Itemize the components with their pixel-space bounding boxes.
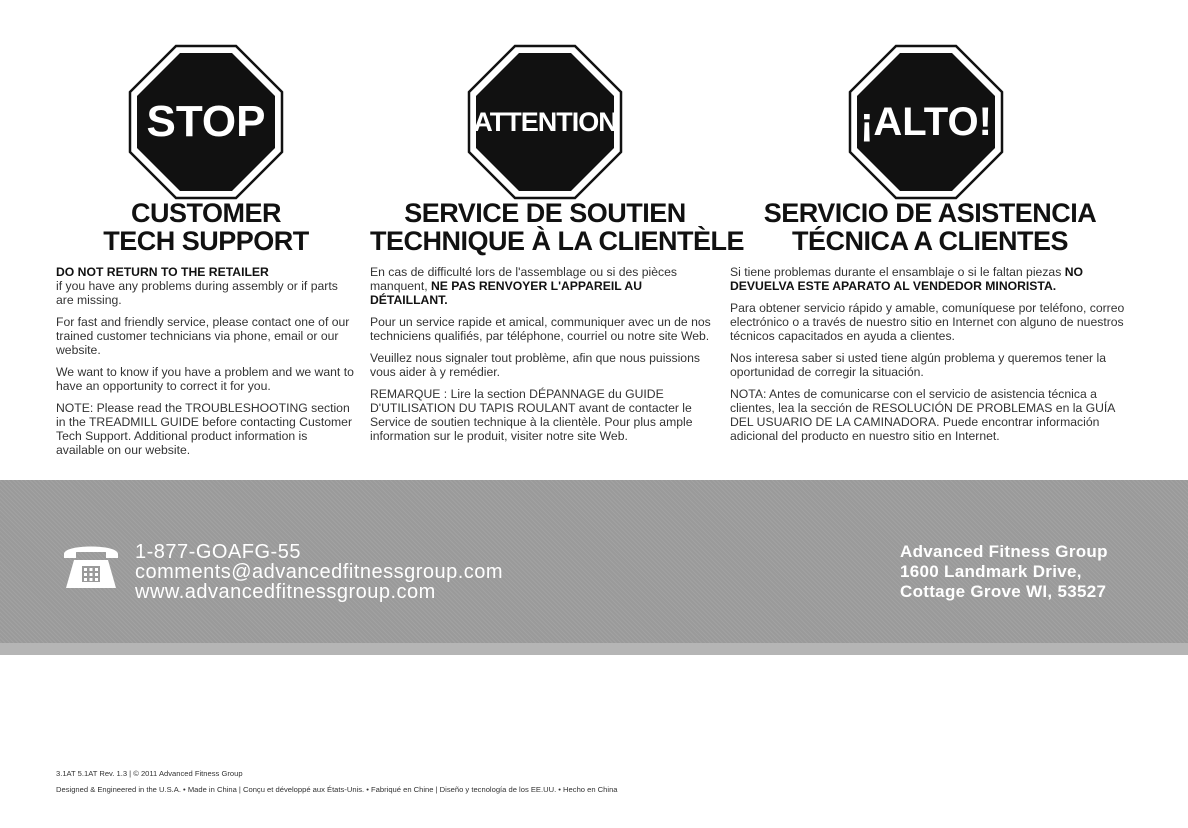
email-link[interactable]: comments@advancedfitnessgroup.com — [135, 561, 504, 583]
heading-line-2: TECH SUPPORT — [103, 226, 309, 256]
lead-paragraph — [56, 265, 356, 307]
phone-number[interactable]: 1-877-GOAFG-55 — [135, 541, 301, 563]
sign-wrap — [56, 44, 356, 199]
heading-line-2: TECHNIQUE À LA CLIENTÈLE — [370, 226, 745, 256]
footer-origin: Designed & Engineered in the U.S.A. • Made in China | Conçu et développé aux États-Unis. • Fabriqué en Chine | Diseño y tecnología de los EE.UU. • Hecho en China — [56, 785, 618, 794]
footer-revision: 3.1AT 5.1AT Rev. 1.3 | © 2011 Advanced Fitness Group — [56, 769, 243, 778]
paragraph-2: For fast and friendly service, please contact one of our trained customer technicians via phone, email or our website. — [56, 315, 350, 357]
column-heading — [370, 198, 745, 256]
lead-text: if you have any problems during assembly or if parts are missing. — [56, 279, 338, 307]
lead-paragraph — [730, 265, 1130, 293]
paragraph-4: REMARQUE : Lire la section DÉPANNAGE du GUIDE D'UTILISATION DU TAPIS ROULANT avant de contacter le Service de soutien technique à la clientèle. Pour plus ample information sur le produit, visiter notre site Web. — [370, 387, 693, 443]
heading-line-2: TÉCNICA A CLIENTES — [791, 226, 1068, 256]
contact-band — [0, 480, 1188, 655]
sign-label: ¡ALTO! — [860, 99, 992, 144]
lead-paragraph — [370, 265, 720, 307]
column-heading — [730, 199, 1130, 255]
lead-bold-text: DO NOT RETURN TO THE RETAILER — [56, 265, 269, 279]
footer — [56, 766, 618, 798]
city-address: Cottage Grove WI, 53527 — [900, 582, 1107, 601]
column-body — [730, 265, 1130, 443]
paragraph-3: Veuillez nous signaler tout problème, afin que nous puissions vous aider à y remédier. — [370, 351, 700, 379]
sign-label: STOP — [146, 97, 266, 146]
alto-sign-icon — [848, 44, 1004, 200]
paragraph-3: We want to know if you have a problem and we want to have an opportunity to correct it for you. — [56, 365, 354, 393]
sign-wrap — [370, 44, 720, 199]
paragraph-3: Nos interesa saber si usted tiene algún problema y queremos tener la oportunidad de corregir la situación. — [730, 351, 1106, 379]
paragraph-4: NOTE: Please read the TROUBLESHOOTING section in the TREADMILL GUIDE before contacting Customer Tech Support. Additional product information is available on our website. — [56, 401, 353, 457]
contact-info — [135, 542, 503, 602]
column-heading — [56, 199, 356, 255]
attention-sign-icon — [467, 44, 623, 200]
sign-label: ATTENTION — [473, 106, 617, 137]
stop-sign-icon — [128, 44, 284, 200]
column-body — [370, 265, 720, 443]
company-address — [900, 542, 1108, 602]
company-name: Advanced Fitness Group — [900, 542, 1108, 561]
heading-line-1: SERVICIO DE ASISTENCIA — [763, 198, 1097, 228]
band-divider — [0, 643, 1188, 655]
street-address: 1600 Landmark Drive, — [900, 562, 1082, 581]
paragraph-2: Pour un service rapide et amical, communiquer avec un de nos techniciens qualifiés, par téléphone, courriel ou notre site Web. — [370, 315, 711, 343]
column-english — [56, 44, 356, 465]
column-french — [370, 44, 745, 451]
website-link[interactable]: www.advancedfitnessgroup.com — [135, 581, 436, 603]
lead-bold-text: NO DEVUELVA ESTE APARATO AL VENDEDOR MINORISTA. — [730, 265, 1083, 293]
heading-line-1: CUSTOMER — [130, 198, 281, 228]
paragraph-2: Para obtener servicio rápido y amable, comuníquese por teléfono, correo electrónico o a través de nuestro sitio en Internet con alguno de nuestros técnicos capacitados en ayuda a clientes. — [730, 301, 1125, 343]
sign-wrap — [730, 44, 1130, 199]
telephone-icon — [60, 538, 122, 592]
heading-line-1: SERVICE DE SOUTIEN — [404, 198, 686, 228]
lead-text: En cas de difficulté lors de l'assemblage ou si des pièces manquent, — [370, 265, 677, 293]
paragraph-4: NOTA: Antes de comunicarse con el servicio de asistencia técnica a clientes, lea la sección de RESOLUCIÓN DE PROBLEMAS en la GUÍA DEL USUARIO DE LA CAMINADORA. Puede encontrar información adicional del producto en nuestro sitio en Internet. — [730, 387, 1115, 443]
column-body — [56, 265, 356, 457]
column-spanish — [730, 44, 1130, 451]
lead-bold-text: NE PAS RENVOYER L'APPAREIL AU DÉTAILLANT. — [370, 279, 643, 307]
lead-text: Si tiene problemas durante el ensamblaje o si le faltan piezas — [730, 265, 1062, 279]
